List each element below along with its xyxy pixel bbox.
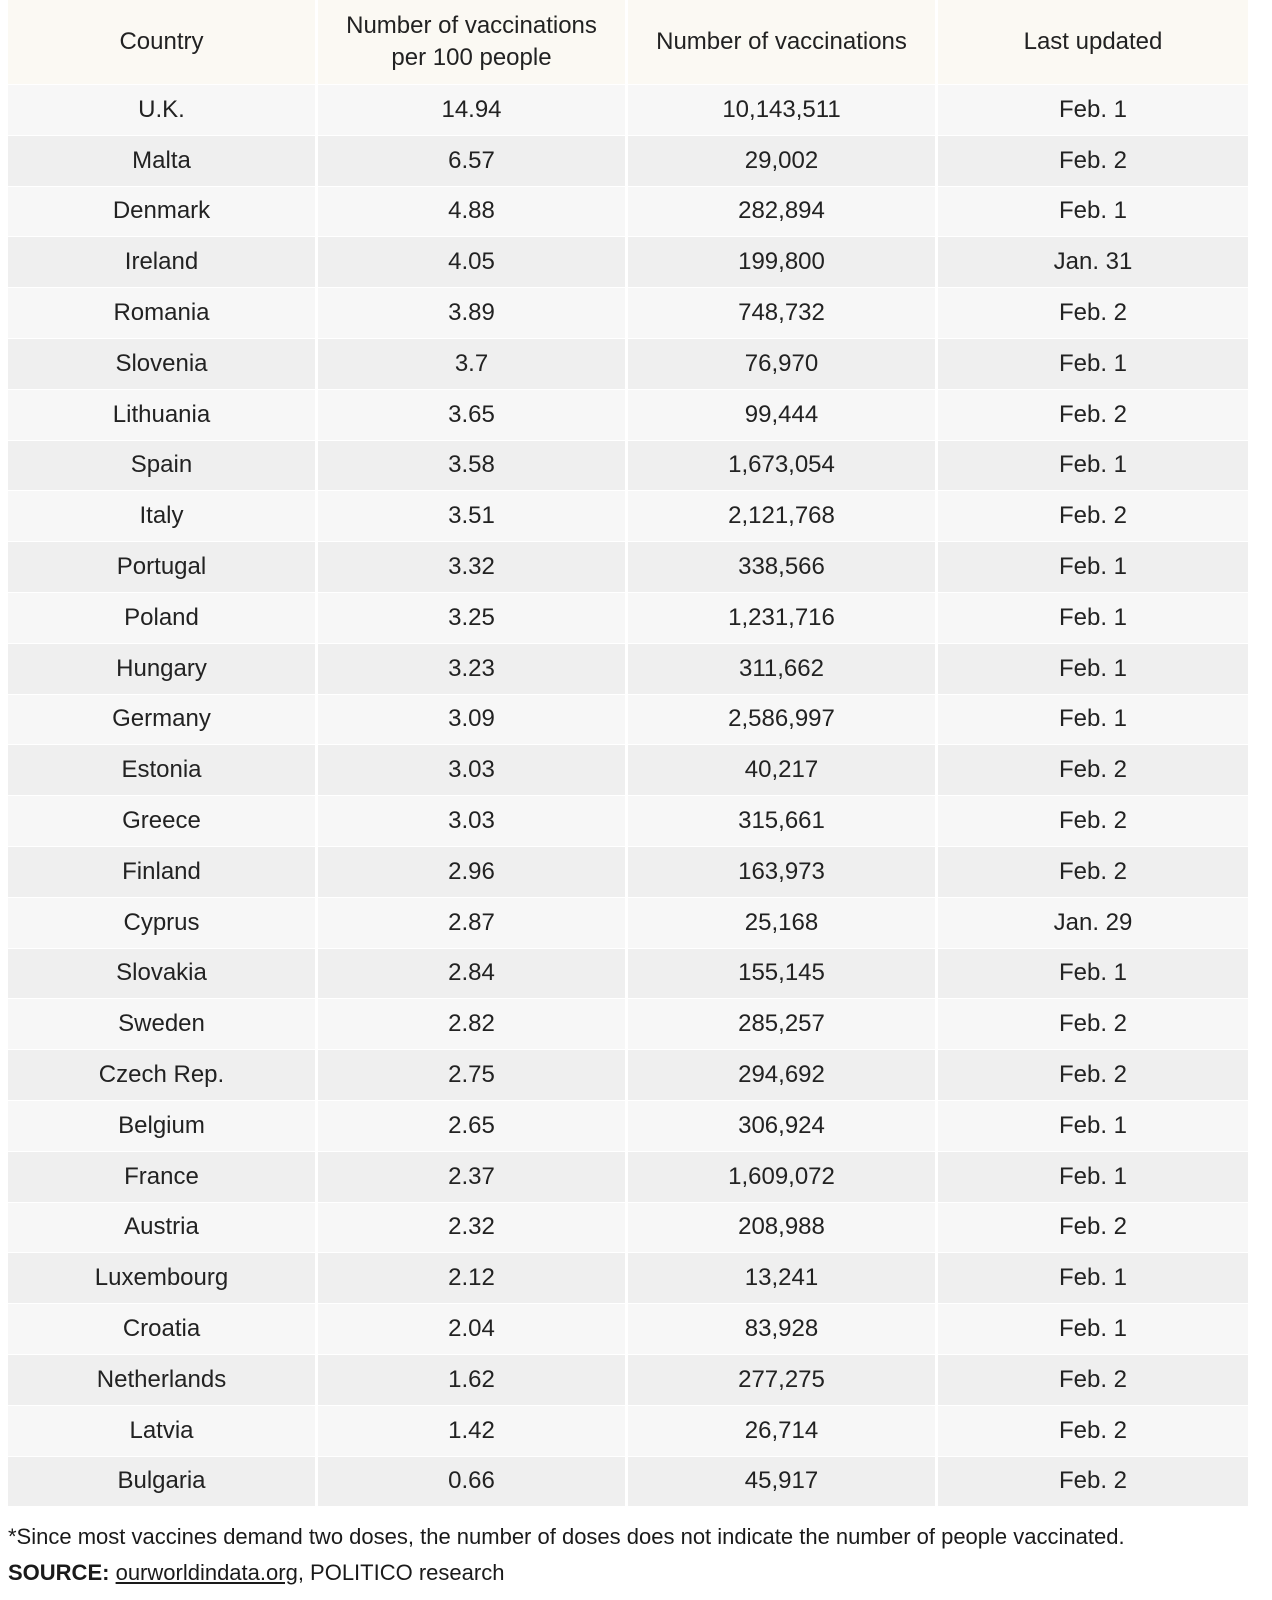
cell-country: Luxembourg: [8, 1252, 318, 1303]
cell-vaccinations: 282,894: [628, 186, 938, 237]
cell-last-updated: Feb. 2: [938, 389, 1248, 440]
vaccination-table: [8, 0, 1248, 1506]
table-row: [8, 643, 1248, 694]
cell-last-updated: Feb. 1: [938, 1100, 1248, 1151]
cell-vaccinations: 1,609,072: [628, 1151, 938, 1202]
cell-country: Lithuania: [8, 389, 318, 440]
cell-last-updated: Feb. 2: [938, 744, 1248, 795]
cell-last-updated: Feb. 1: [938, 643, 1248, 694]
cell-per-100: 3.25: [318, 592, 628, 643]
cell-per-100: 3.89: [318, 287, 628, 338]
table-row: [8, 236, 1248, 287]
cell-vaccinations: 25,168: [628, 897, 938, 948]
cell-country: Hungary: [8, 643, 318, 694]
cell-per-100: 0.66: [318, 1456, 628, 1507]
header-country: Country: [8, 0, 318, 84]
table-row: [8, 1100, 1248, 1151]
cell-last-updated: Feb. 1: [938, 541, 1248, 592]
cell-per-100: 6.57: [318, 135, 628, 186]
source-line: [8, 1560, 504, 1586]
cell-per-100: 3.09: [318, 694, 628, 745]
cell-country: Portugal: [8, 541, 318, 592]
cell-per-100: 3.65: [318, 389, 628, 440]
cell-vaccinations: 2,586,997: [628, 694, 938, 745]
table-row: [8, 795, 1248, 846]
cell-last-updated: Feb. 1: [938, 948, 1248, 999]
cell-country: Greece: [8, 795, 318, 846]
cell-vaccinations: 748,732: [628, 287, 938, 338]
cell-per-100: 2.87: [318, 897, 628, 948]
table-row: [8, 592, 1248, 643]
cell-vaccinations: 76,970: [628, 338, 938, 389]
table-row: [8, 846, 1248, 897]
table-row: [8, 1202, 1248, 1253]
cell-per-100: 2.32: [318, 1202, 628, 1253]
cell-country: France: [8, 1151, 318, 1202]
cell-per-100: 2.84: [318, 948, 628, 999]
cell-country: Denmark: [8, 186, 318, 237]
cell-last-updated: Feb. 2: [938, 1354, 1248, 1405]
cell-last-updated: Feb. 2: [938, 135, 1248, 186]
table-row: [8, 541, 1248, 592]
cell-per-100: 4.05: [318, 236, 628, 287]
cell-vaccinations: 199,800: [628, 236, 938, 287]
cell-country: Slovakia: [8, 948, 318, 999]
cell-vaccinations: 338,566: [628, 541, 938, 592]
cell-country: Ireland: [8, 236, 318, 287]
cell-last-updated: Feb. 2: [938, 490, 1248, 541]
cell-vaccinations: 277,275: [628, 1354, 938, 1405]
table-row: [8, 440, 1248, 491]
cell-last-updated: Feb. 2: [938, 998, 1248, 1049]
cell-country: Belgium: [8, 1100, 318, 1151]
cell-vaccinations: 306,924: [628, 1100, 938, 1151]
cell-per-100: 2.37: [318, 1151, 628, 1202]
source-rest: , POLITICO research: [297, 1560, 505, 1585]
cell-last-updated: Jan. 31: [938, 236, 1248, 287]
table-row: [8, 897, 1248, 948]
table-row: [8, 490, 1248, 541]
cell-last-updated: Feb. 2: [938, 1456, 1248, 1507]
table-row: [8, 1151, 1248, 1202]
table-row: [8, 389, 1248, 440]
cell-country: Estonia: [8, 744, 318, 795]
cell-per-100: 1.42: [318, 1405, 628, 1456]
cell-vaccinations: 10,143,511: [628, 84, 938, 135]
cell-vaccinations: 155,145: [628, 948, 938, 999]
cell-country: Sweden: [8, 998, 318, 1049]
header-per-100-line1: Number of vaccinations: [346, 12, 597, 39]
cell-last-updated: Feb. 2: [938, 795, 1248, 846]
cell-country: Malta: [8, 135, 318, 186]
table-row: [8, 1456, 1248, 1507]
cell-vaccinations: 294,692: [628, 1049, 938, 1100]
cell-vaccinations: 26,714: [628, 1405, 938, 1456]
cell-country: Austria: [8, 1202, 318, 1253]
cell-per-100: 2.75: [318, 1049, 628, 1100]
cell-per-100: 3.32: [318, 541, 628, 592]
cell-last-updated: Feb. 1: [938, 592, 1248, 643]
table-row: [8, 1252, 1248, 1303]
cell-per-100: 2.65: [318, 1100, 628, 1151]
source-link[interactable]: ourworldindata.org: [115, 1560, 298, 1585]
cell-vaccinations: 2,121,768: [628, 490, 938, 541]
cell-last-updated: Feb. 1: [938, 1151, 1248, 1202]
table-row: [8, 948, 1248, 999]
footnote: *Since most vaccines demand two doses, the number of doses does not indicate the number of people vaccinated.: [8, 1524, 1125, 1549]
table-row: [8, 1354, 1248, 1405]
cell-last-updated: Jan. 29: [938, 897, 1248, 948]
table-row: [8, 84, 1248, 135]
cell-last-updated: Feb. 2: [938, 1405, 1248, 1456]
header-last-updated: Last updated: [938, 0, 1248, 84]
cell-vaccinations: 29,002: [628, 135, 938, 186]
cell-country: Spain: [8, 440, 318, 491]
cell-per-100: 3.23: [318, 643, 628, 694]
cell-vaccinations: 45,917: [628, 1456, 938, 1507]
header-vaccinations: Number of vaccinations: [628, 0, 938, 84]
cell-last-updated: Feb. 1: [938, 1303, 1248, 1354]
cell-vaccinations: 163,973: [628, 846, 938, 897]
source-label: SOURCE:: [8, 1560, 110, 1585]
table-row: [8, 287, 1248, 338]
cell-country: U.K.: [8, 84, 318, 135]
cell-last-updated: Feb. 2: [938, 1202, 1248, 1253]
table-row: [8, 186, 1248, 237]
cell-vaccinations: 311,662: [628, 643, 938, 694]
cell-per-100: 3.51: [318, 490, 628, 541]
cell-country: Czech Rep.: [8, 1049, 318, 1100]
cell-per-100: 2.04: [318, 1303, 628, 1354]
table-row: [8, 135, 1248, 186]
cell-per-100: 3.58: [318, 440, 628, 491]
cell-per-100: 3.03: [318, 795, 628, 846]
cell-last-updated: Feb. 1: [938, 440, 1248, 491]
table-row: [8, 998, 1248, 1049]
cell-country: Italy: [8, 490, 318, 541]
table-header-row: [8, 0, 1248, 84]
cell-country: Romania: [8, 287, 318, 338]
cell-vaccinations: 315,661: [628, 795, 938, 846]
header-per-100-line2: per 100 people: [391, 44, 552, 71]
cell-country: Croatia: [8, 1303, 318, 1354]
cell-last-updated: Feb. 2: [938, 846, 1248, 897]
cell-country: Slovenia: [8, 338, 318, 389]
table-row: [8, 694, 1248, 745]
cell-vaccinations: 285,257: [628, 998, 938, 1049]
cell-vaccinations: 40,217: [628, 744, 938, 795]
cell-per-100: 1.62: [318, 1354, 628, 1405]
cell-country: Finland: [8, 846, 318, 897]
cell-country: Latvia: [8, 1405, 318, 1456]
cell-country: Netherlands: [8, 1354, 318, 1405]
cell-last-updated: Feb. 1: [938, 186, 1248, 237]
cell-last-updated: Feb. 2: [938, 1049, 1248, 1100]
table-body: [8, 84, 1248, 1506]
cell-country: Germany: [8, 694, 318, 745]
cell-per-100: 4.88: [318, 186, 628, 237]
cell-last-updated: Feb. 1: [938, 1252, 1248, 1303]
cell-per-100: 2.12: [318, 1252, 628, 1303]
cell-vaccinations: 1,231,716: [628, 592, 938, 643]
cell-last-updated: Feb. 1: [938, 338, 1248, 389]
cell-vaccinations: 99,444: [628, 389, 938, 440]
cell-per-100: 2.96: [318, 846, 628, 897]
table-row: [8, 1303, 1248, 1354]
cell-vaccinations: 208,988: [628, 1202, 938, 1253]
header-per-100: [318, 0, 628, 84]
cell-per-100: 2.82: [318, 998, 628, 1049]
cell-last-updated: Feb. 1: [938, 84, 1248, 135]
cell-per-100: 3.03: [318, 744, 628, 795]
cell-last-updated: Feb. 1: [938, 694, 1248, 745]
cell-last-updated: Feb. 2: [938, 287, 1248, 338]
cell-vaccinations: 1,673,054: [628, 440, 938, 491]
cell-country: Poland: [8, 592, 318, 643]
cell-vaccinations: 13,241: [628, 1252, 938, 1303]
table-row: [8, 338, 1248, 389]
cell-vaccinations: 83,928: [628, 1303, 938, 1354]
cell-per-100: 3.7: [318, 338, 628, 389]
table-row: [8, 1405, 1248, 1456]
table-row: [8, 1049, 1248, 1100]
cell-country: Cyprus: [8, 897, 318, 948]
cell-country: Bulgaria: [8, 1456, 318, 1507]
cell-per-100: 14.94: [318, 84, 628, 135]
table-row: [8, 744, 1248, 795]
